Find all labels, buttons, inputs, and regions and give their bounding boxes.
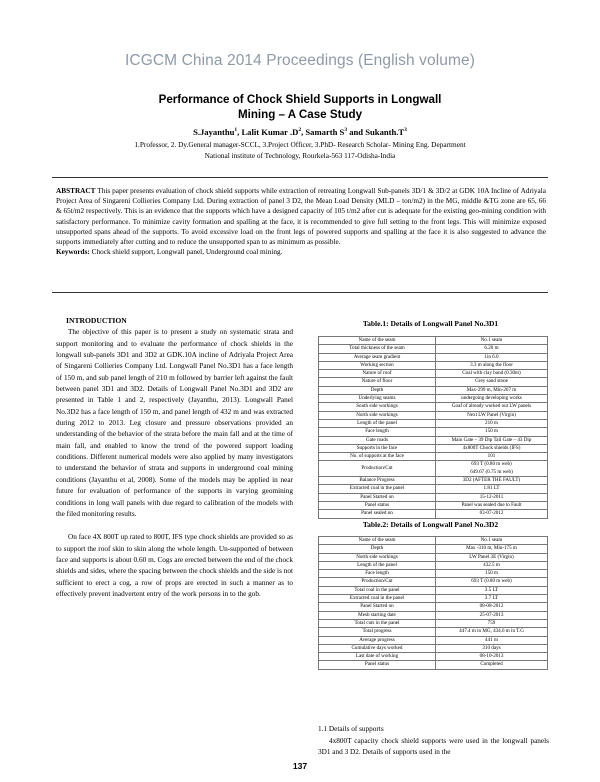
table-row [319, 403, 548, 411]
abstract-text: This paper presents evaluation of chock shield supports while extraction of retreating Longwall Sub-panels 3D/1 & 3D/2 at GDK 10A Incline of Adriyala Project Area of Singareni Collieries Company Ltd. During extraction of panel 3 D2, the Mean Load Density (MLD – ton/m2) in the MG, middle &TG zone are 65, 66 & 65t/m2 respectively. This is an evidence that the supports which have a designed capacity of 105 t/m2 after cut is adequate for the existing geo-mining condition with satisfactory performance. To minimize cavity formation and spalling at the face, it is recommended to give full setting to the front legs. This will minimize exposed unsupported spans ahead of the supports. To avoid excessive load on the front legs of powered supports and spalling at the face it is also suggested to advance the supports immediately after cutting and to reduce the unsupported span to as minimum as possible. [56, 187, 546, 247]
author-4-sup: 3 [404, 127, 407, 134]
table-cell-label: Panel status [319, 501, 436, 509]
table-cell-label: South side workings [319, 403, 436, 411]
table-row [319, 444, 548, 452]
table-cell-label: Name of the seam [319, 337, 436, 345]
table-cell-value: 4x800T Chock shields (IFS) [436, 444, 548, 452]
table-row [319, 485, 548, 493]
intro-paragraph-1: The objective of this paper is to present a study on systematic strata and support monitoring and to evaluate the performance of chock shields in the longwall sub-panels 3D1 and 3D2 at GDK.10A incline of Adriyala Project Area of Singareni Collieries Company Ltd. Longwall Panel No.3D1 has a face length of 150 m, and sub panel length of 210 m followed by barrier left against the fault between panel 3D1 and 3D2. Details of Longwall Panel No.3D1 and 3D2 are presented in Table 1 and 2, respectively (Jayanthu, 2013). Longwall Panel No.3D2 has a face length of 150 m, and panel length of 432 m and was extracted during 2012 to 2013. Leg closure and pressure observations provided an understanding of the behavior of the strata before the main fall and at the time of main fall, and enabled to know the trend of the powered support loading conditions. Different numerical models were also applied by many investigators to understand the behavior of strata and supports in underground coal mining conditions (Jayanthu et al, 2008). Some of the models may be applied in near future for evaluation of performance of the supports in varying geomining conditions in long wall panels with due regard to calibration of the models with the filed monitoring results. [56, 328, 293, 518]
paper-title-line2: Mining – A Case Study [237, 108, 363, 121]
table-cell-label: Length of the panel [319, 561, 436, 569]
table-cell-label: North side workings [319, 553, 436, 561]
table-cell-label: Depth [319, 545, 436, 553]
table-cell-label: Face length [319, 428, 436, 436]
table-row [319, 537, 548, 545]
table-cell-value: Coal with clay band (0.30m) [436, 370, 548, 378]
table-row [319, 428, 548, 436]
table-row [319, 603, 548, 611]
table-cell-value: 3.7 LT [436, 595, 548, 603]
table-cell-value: 447.4 m in MG, 434.6 m in T.G [436, 628, 548, 636]
table-cell-label: Panel Started on [319, 493, 436, 501]
table-cell-label: Total cuts in the panel [319, 619, 436, 627]
page-number: 137 [292, 761, 308, 771]
table-row [319, 411, 548, 419]
table-row [319, 419, 548, 427]
table-row [319, 378, 548, 386]
table-cell-value: 210 m [436, 419, 548, 427]
table-cell-label: Underlying seams [319, 395, 436, 403]
table-cell-value: 3.3 m along the floor [436, 361, 548, 369]
table-cell-label: No. of supports at the face [319, 453, 436, 461]
table-cell-label: Panel Started on [319, 603, 436, 611]
table-cell-label: Extracted coal in the panel [319, 485, 436, 493]
table-row [319, 370, 548, 378]
table-cell-value: 759 [436, 619, 548, 627]
table-cell-value: 432.5 m [436, 561, 548, 569]
table-row [319, 619, 548, 627]
table-cell-value: Main Gate – 39 Dip Tail Gate – 43 Dip [436, 436, 548, 444]
table-row [319, 493, 548, 501]
table-cell-label: Panel sealed on [319, 510, 436, 518]
author-3: , Samarth S [301, 127, 345, 137]
table-row [319, 477, 548, 485]
table-cell-label: North side workings [319, 411, 436, 419]
table-row [319, 453, 548, 461]
keywords-text: Chock shield support, Longwall panel, Underground coal mining. [89, 248, 283, 257]
table-cell-value: 08-10-2013 [436, 653, 548, 661]
table-cell-value: Max -310 m, Min-175 m [436, 545, 548, 553]
table-cell-value: 101 [436, 453, 548, 461]
table-cell-label: Depth [319, 386, 436, 394]
paper-title [100, 92, 500, 122]
table-cell-label: Mesh starting date [319, 611, 436, 619]
table-cell-value: Panel was sealed due to Fault [436, 501, 548, 509]
table-row [319, 570, 548, 578]
table-row [319, 661, 548, 669]
table-cell-label: Extracted coal in the panel [319, 595, 436, 603]
author-2-sup: 2 [298, 127, 302, 134]
table1-caption: Table.1: Details of Longwall Panel No.3D1 [362, 319, 499, 328]
table-row [319, 578, 548, 586]
table-row [319, 611, 548, 619]
table-cell-label: Nature of floor [319, 378, 436, 386]
table-row [319, 436, 548, 444]
author-2: , Lalit Kumar .D [237, 127, 299, 137]
table-row [319, 345, 548, 353]
proceedings-header: ICGCM China 2014 Proceedings (English volume) [125, 52, 475, 69]
left-column [56, 315, 293, 600]
table-row [319, 628, 548, 636]
affiliation-line1: 1.Professor, 2. Dy.General manager-SCCL, 3.Project Officer, 3.PhD- Research Scholar- Mining Eng. Department [134, 140, 466, 149]
table-row [319, 395, 548, 403]
table-cell-value: 6.20 m [436, 345, 548, 353]
table-row [319, 636, 548, 644]
table-cell-value: Grey sand stone [436, 378, 548, 386]
author-3-sup: 3 [344, 127, 348, 134]
table-cell-label: Nature of roof [319, 370, 436, 378]
table2-caption: Table.2: Details of Longwall Panel No.3D2 [362, 520, 499, 529]
table-cell-value: No.1 seam [436, 337, 548, 345]
table-row [319, 653, 548, 661]
table-cell-value: 03-07-2012 [436, 510, 548, 518]
table-cell-label: Last date of working [319, 653, 436, 661]
author-4: and Sukanth.T [347, 127, 405, 137]
table-cell-value: No.1 seam [436, 537, 548, 545]
table-cell-label: Gate roads [319, 436, 436, 444]
table-cell-label: Average seam gradient [319, 353, 436, 361]
table-cell-label: Panel status [319, 661, 436, 669]
table-cell-label: Balance Progress [319, 477, 436, 485]
table-row [319, 545, 548, 553]
table-cell-value: Completed [436, 661, 548, 669]
abstract-bottom-rule [52, 292, 548, 293]
table-row [319, 644, 548, 652]
abstract-top-rule [52, 177, 548, 178]
table1 [318, 336, 548, 519]
supports-section [318, 724, 549, 759]
table-cell-value: 15-12-2011 [436, 493, 548, 501]
table-cell-label: Total progress [319, 628, 436, 636]
table-cell-value: 3.5 LT [436, 586, 548, 594]
author-1: S.Jayanthu [193, 127, 235, 137]
supports-subheading: 1.1 Details of supports [318, 725, 384, 733]
table-cell-value: 1in 6.0 [436, 353, 548, 361]
intro-paragraph-2: On face 4X 800T up rated to 800T, IFS type chock shields are provided so as to support the roof skin to skin along the whole length. Un-supported of between face and supports is about 0.60 m. Cogs are erected between the end of the chock shields and sides, where the spacing between the chock shields and the side is not sufficient to erect a cog, a row of props are erected in such a manner as to effectively prevent inadvertent entry of the work persons in to the gob. [56, 533, 293, 598]
paper-title-line1: Performance of Chock Shield Supports in Longwall [158, 93, 442, 106]
table-row [319, 386, 548, 394]
table-row [319, 561, 548, 569]
table-cell-label: Name of the seam [319, 537, 436, 545]
table-cell-value: 1.81 LT [436, 485, 548, 493]
table-row [319, 510, 548, 518]
table-cell-label: Production/Cut [319, 578, 436, 586]
author-1-sup: 1 [234, 127, 238, 134]
affiliation-line2: National institute of Technology, Rourkela-563 117-Odisha-India [204, 151, 396, 160]
supports-paragraph: 4x800T capacity chock shield supports were used in the longwall panels 3D1 and 3 D2. Details of supports used in the [318, 736, 549, 757]
table-cell-label: Cumulative days worked [319, 644, 436, 652]
table-row [319, 553, 548, 561]
table-row [319, 595, 548, 603]
abstract-label: ABSTRACT [56, 187, 96, 195]
table-cell-value: 441 m [436, 636, 548, 644]
table-cell-value: Max-299 m, Min-267 m [436, 386, 548, 394]
table-cell-label: Supports in the face [319, 444, 436, 452]
keywords-label: Keywords: [56, 248, 90, 257]
table-row [319, 337, 548, 345]
table-cell-value: 150 m [436, 570, 548, 578]
table-cell-value: 08-08-2012 [436, 603, 548, 611]
table-cell-value: 3D2 (AFTER THE FAULT) [436, 477, 548, 485]
table-cell-label: Face length [319, 570, 436, 578]
table-cell-label: Production/Cut [319, 461, 436, 477]
table-cell-value: 693 T (0.80 m web) [436, 578, 548, 586]
table-cell-value: 693 T (0.80 m web) 649.67 (0.75 m web) [436, 461, 548, 477]
table-cell-label: Total thickness of the seam [319, 345, 436, 353]
abstract-block [56, 186, 546, 257]
table-row [319, 501, 548, 509]
table-row [319, 361, 548, 369]
table-cell-label: Length of the panel [319, 419, 436, 427]
table2 [318, 536, 548, 670]
intro-heading: INTRODUCTION [66, 316, 127, 325]
paper-authors [0, 127, 600, 137]
table-cell-value: 25-07-2013 [436, 611, 548, 619]
table-row [319, 586, 548, 594]
table-cell-value: undergoing developing works [436, 395, 548, 403]
table-row [319, 353, 548, 361]
table-cell-label: Total coal in the panel [319, 586, 436, 594]
table-cell-label: Working section [319, 361, 436, 369]
table-cell-value: Next LW Panel (Virgin) [436, 411, 548, 419]
table-row [319, 461, 548, 477]
table-cell-label: Average progress [319, 636, 436, 644]
table-cell-value: 310 days [436, 644, 548, 652]
table-cell-value: LW Panel 3E (Virgin) [436, 553, 548, 561]
table-cell-value: 150 m [436, 428, 548, 436]
table-cell-value: Goaf of already worked out LW panels [436, 403, 548, 411]
